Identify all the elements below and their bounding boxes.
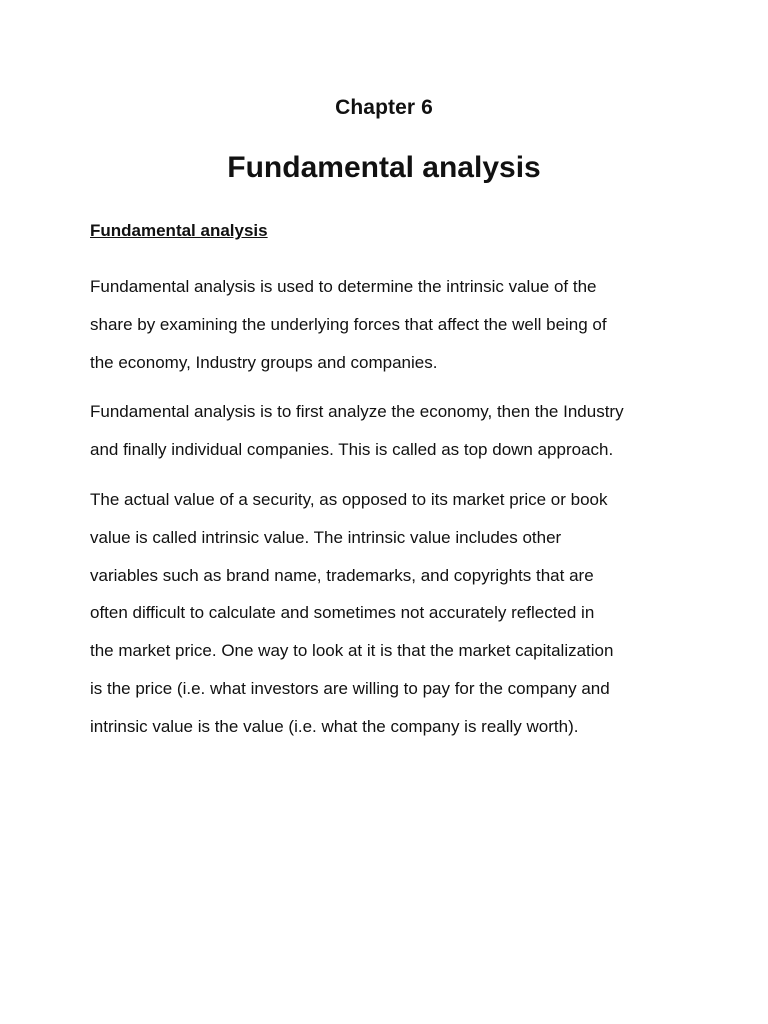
paragraph-line: share by examining the underlying forces that affect the well being of bbox=[90, 314, 607, 334]
paragraph-intrinsic-value bbox=[90, 481, 690, 746]
paragraph-line: The actual value of a security, as opposed to its market price or book bbox=[90, 489, 608, 509]
paragraph-line: and finally individual companies. This is called as top down approach. bbox=[90, 440, 614, 460]
paragraph-definition bbox=[90, 268, 690, 381]
paragraph-line: Fundamental analysis is to first analyze the economy, then the Industry bbox=[90, 402, 624, 422]
paragraph-line: the economy, Industry groups and companies. bbox=[90, 352, 438, 372]
section-heading: Fundamental analysis bbox=[90, 221, 268, 240]
paragraph-approach bbox=[90, 393, 690, 469]
document-body bbox=[90, 217, 690, 758]
page-title: Fundamental analysis bbox=[227, 151, 541, 184]
chapter-label: Chapter 6 bbox=[335, 96, 433, 119]
paragraph-line: often difficult to calculate and sometimes not accurately reflected in bbox=[90, 603, 595, 623]
paragraph-line: Fundamental analysis is used to determine the intrinsic value of the bbox=[90, 277, 597, 296]
paragraph-line: is the price (i.e. what investors are willing to pay for the company and bbox=[90, 678, 610, 698]
paragraph-line: value is called intrinsic value. The intrinsic value includes other bbox=[90, 527, 562, 547]
paragraph-line: variables such as brand name, trademarks, and copyrights that are bbox=[90, 565, 594, 585]
paragraph-line: intrinsic value is the value (i.e. what the company is really worth). bbox=[90, 716, 579, 736]
paragraph-line: the market price. One way to look at it is that the market capitalization bbox=[90, 641, 614, 661]
